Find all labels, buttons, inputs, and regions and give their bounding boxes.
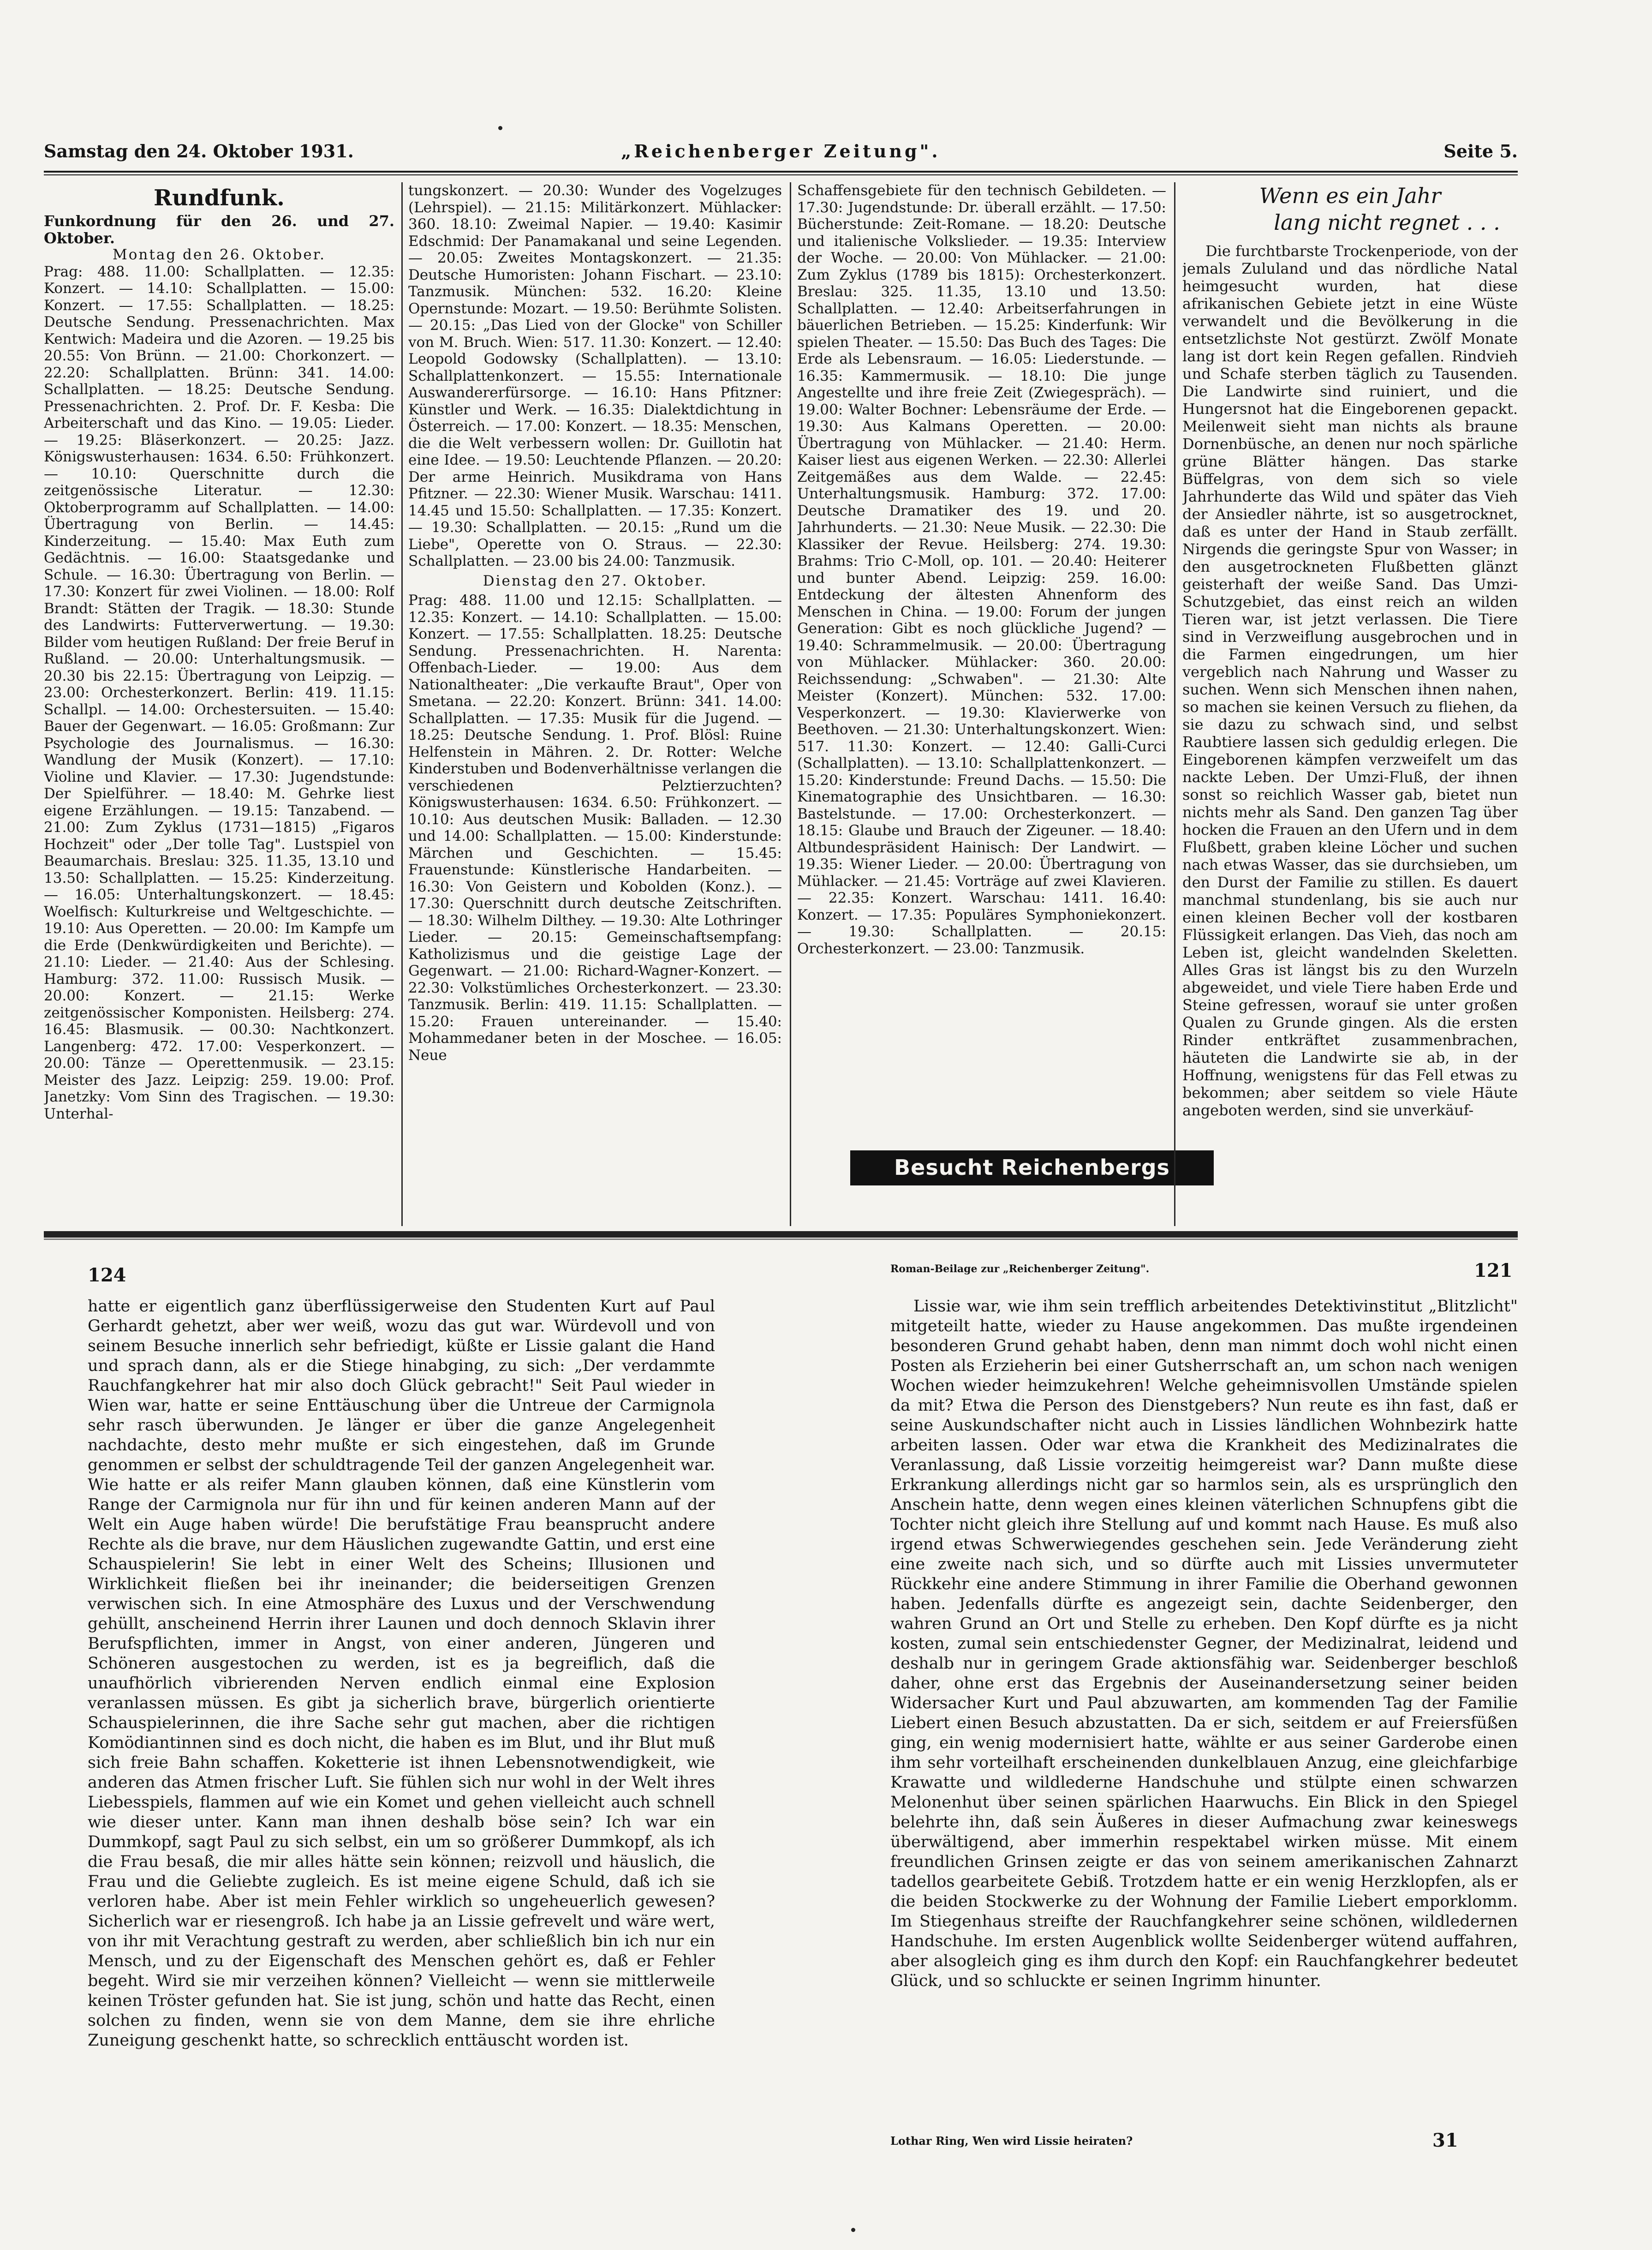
novel-footer-page: 31 — [1432, 2130, 1458, 2151]
column-divider — [401, 182, 403, 1226]
essay-column — [1182, 182, 1518, 1226]
column-divider — [1174, 182, 1175, 1226]
novel-footer-title: Lothar Ring, Wen wird Lissie heiraten? — [890, 2134, 1133, 2148]
header-date: Samstag den 24. Oktober 1931. — [44, 141, 354, 162]
header-page: Seite 5. — [1443, 141, 1518, 162]
radio-text-col3: Schaffensgebiete für den technisch Gebildeten. — 17.30: Jugendstunde: Dr. überall erzählt. — 17.50: Bücherstunde: Zeit-Romane. — 18.20: Deutsche und italienische Volkslieder. — 19.35: Interview der Woche. — 20.00: Von Mühlacker. — 21.00: Zum Zyklus (1789 bis 1815): Orchesterkonzert. Breslau: 325. 11.35, 13.10 und 13.50: Schallplatten. — 12.40: Arbeitserfahrungen in bäuerlichen Betrieben. — 15.25: Kinderfunk: Wir spielen Theater. — 15.50: Das Buch des Tages: Die Erde als Lebensraum. — 16.05: Liederstunde. — 16.35: Kammermusik. — 18.10: Die junge Angestellte und ihre freie Zeit (Zwiegespräch). — 19.00: Walter Bochner: Lebensräume der Erde. — 19.30: Aus Kalmans Operetten. — 20.00: Übertragung von Mühlacker. — 21.40: Herm. Kaiser liest aus eigenen Werken. — 22.30: Allerlei Zeitgemäßes aus dem Walde. — 22.45: Unterhaltungsmusik. Hamburg: 372. 17.00: Deutsche Dramatiker des 19. und 20. Jahrhunderts. — 21.30: Neue Musik. — 22.30: Die Klassiker der Revue. Heilsberg: 274. 19.30: Brahms: Trio C-Moll, op. 101. — 20.40: Heiterer und bunter Abend. Leipzig: 259. 16.00: Entdeckung der ältesten Ahnenform des Menschen in China. — 19.00: Forum der jungen Generation: Gibt es noch glückliche Jugend? — 19.40: Schrammelmusik. — 20.00: Übertragung von Mühlacker. Mühlacker: 360. 20.00: Reichssendung: „Schwaben". — 21.30: Alte Meister (Konzert). München: 532. 17.00: Vesperkonzert. — 19.30: Klavierwerke von Beethoven. — 21.30: Unterhaltungskonzert. Wien: 517. 11.30: Konzert. — 12.40: Galli-Curci (Schallplatten). — 13.10: Schallplattenkonzert. — 15.20: Kinderstunde: Freund Dachs. — 15.50: Die Kinematographie des Unsichtbaren. — 16.30: Bastelstunde. — 17.00: Orchesterkonzert. — 18.15: Glaube und Brauch der Zigeuner. — 18.40: Altbundespräsident Hainisch: Der Landwirt. — 19.35: Wiener Lieder. — 20.00: Übertragung von Mühlacker. — 21.45: Vorträge auf zwei Klavieren. — 22.35: Konzert. Warschau: 1411. 16.40: Konzert. — 17.35: Populäres Symphoniekonzert. — 19.30: Schallplatten. — 20.15: Orchesterkonzert. — 23.00: Tanzmusik. — [797, 182, 1166, 957]
essay-title-line-2: lang nicht regnet . . . — [1274, 210, 1500, 235]
radio-column-2 — [408, 182, 782, 1226]
radio-column-3 — [797, 182, 1166, 1137]
header-rule — [44, 171, 1518, 173]
zoo-advertisement: Besucht Reichenbergs Tiergarten! — [850, 1150, 1214, 1185]
essay-title-line-1: Wenn es ein Jahr — [1259, 183, 1441, 208]
essay-title — [1182, 182, 1518, 236]
radio-text-col1: Prag: 488. 11.00: Schallplatten. — 12.35: Konzert. — 14.10: Schallplatten. — 15.00: Konzert. — 17.55: Schallplatten. — 18.25: Deutsche Sendung. Pressenachrichten. Max Kentwich: Madeira und die Azoren. — 19.25 bis 20.55: Von Brünn. — 21.00: Chorkonzert. — 22.20: Schallplatten. Brünn: 341. 14.00: Schallplatten. — 18.25: Deutsche Sendung. Pressenachrichten. 2. Prof. Dr. F. Kesba: Die Arbeiterschaft und das Kino. — 19.05: Lieder. — 19.25: Bläserkonzert. — 20.25: Jazz. Königswusterhausen: 1634. 6.50: Frühkonzert. — 10.10: Querschnitte durch die zeitgenössische Literatur. — 12.30: Oktoberprogramm auf Schallplatten. — 14.00: Übertragung von Berlin. — 14.45: Kinderzeitung. — 15.40: Max Euth zum Gedächtnis. — 16.00: Staatsgedanke und Schule. — 16.30: Übertragung von Berlin. — 17.30: Konzert für zwei Violinen. — 18.00: Rolf Brandt: Stätten der Tragik. — 18.30: Stunde des Landwirts: Futterverwertung. — 19.30: Bilder vom heutigen Rußland: Der freie Beruf in Rußland. — 20.00: Unterhaltungsmusik. — 20.30 bis 22.15: Übertragung von Leipzig. — 23.00: Orchesterkonzert. Berlin: 419. 11.15: Schallpl. — 14.00: Orchestersuiten. — 15.40: Bauer der Gegenwart. — 16.05: Großmann: Zur Psychologie des Journalismus. — 16.30: Wandlung der Musik (Konzert). — 17.10: Violine und Klavier. — 17.30: Jugendstunde: Der Spielführer. — 18.40: M. Gehrke liest eigene Erzählungen. — 19.15: Tanzabend. — 21.00: Zum Zyklus (1731—1815) „Figaros Hochzeit" oder „Der tolle Tag". Lustspiel von Beaumarchais. Breslau: 325. 11.35, 13.10 und 13.50: Schallplatten. — 15.25: Kinderzeitung. — 16.05: Unterhaltungskonzert. — 18.45: Woelfisch: Kulturkreise und Weltgeschichte. — 19.10: Aus Operetten. — 20.00: Im Kampfe um die Erde (Denkwürdigkeiten und Berichte). — 21.10: Lieder. — 21.40: Aus der Schlesing. Hamburg: 372. 11.00: Russisch Musik. — 20.00: Konzert. — 21.15: Werke zeitgenössischer Komponisten. Heilsberg: 274. 16.45: Blasmusik. — 00.30: Nachtkonzert. Langenberg: 472. 17.00: Vesperkonzert. — 20.00: Tänze — Operettenmusik. — 23.15: Meister des Jazz. Leipzig: 259. 19.00: Prof. Janetzky: Vom Sinn des Tragischen. — 19.30: Unterhal- — [44, 263, 394, 1122]
print-mark — [498, 126, 502, 130]
radio-title: Rundfunk. — [154, 185, 285, 211]
radio-day-tuesday: Dienstag den 27. Oktober. — [483, 572, 708, 589]
supplement-label: Roman-Beilage zur „Reichenberger Zeitung". — [890, 1263, 1150, 1275]
header-rule-thin — [44, 174, 1518, 175]
radio-subtitle: Funkordnung für den 26. und 27. Oktober. — [44, 212, 394, 247]
radio-day-monday: Montag den 26. Oktober. — [113, 246, 326, 263]
header-masthead: „Reichenberger Zeitung". — [621, 141, 941, 162]
novel-left-column — [88, 1297, 715, 2123]
radio-text-col2: tungskonzert. — 20.30: Wunder des Vogelzuges (Lehrspiel). — 21.15: Militärkonzert. Mühlacker: 360. 18.10: Zweimal Napier. — 19.40: Kasimir Edschmid: Der Panamakanal und seine Legenden. — 20.05: Zweites Montagskonzert. — 21.35: Deutsche Humoristen: Johann Fischart. — 23.10: Tanzmusik. München: 532. 16.20: Kleine Opernstunde: Mozart. — 19.50: Berühmte Solisten. — 20.15: „Das Lied von der Glocke" von Schiller von M. Bruch. Wien: 517. 11.30: Konzert. — 12.40: Leopold Godowsky (Schallplatten). — 13.10: Schallplattenkonzert. — 15.55: Internationale Auswandererfürsorge. — 16.10: Hans Pfitzner: Künstler und Werk. — 16.35: Dialektdichtung in Österreich. — 17.00: Konzert. — 18.35: Menschen, die die Welt verbessern wollen: Dr. Guillotin hat eine Idee. — 19.50: Leuchtende Pflanzen. — 20.20: Der arme Heinrich. Musikdrama von Hans Pfitzner. — 22.30: Wiener Musik. Warschau: 1411. 14.45 und 15.50: Schallplatten. — 17.35: Konzert. — 19.30: Schallplatten. — 20.15: „Rund um die Liebe", Operette von O. Straus. — 22.30: Schallplatten. — 23.00 bis 24.00: Tanzmusik. — [408, 182, 782, 569]
page-number-right: 121 — [1474, 1260, 1513, 1281]
newspaper-header — [44, 141, 1518, 168]
column-divider — [790, 182, 791, 1226]
page-separator — [44, 1231, 1518, 1238]
page-separator-thin — [44, 1239, 1518, 1240]
radio-column-1 — [44, 182, 394, 1226]
radio-text-col2b: Prag: 488. 11.00 und 12.15: Schallplatten. — 12.35: Konzert. — 14.10: Schallplatten. — 15.00: Konzert. — 17.55: Schallplatten. 18.25: Deutsche Sendung. Pressenachrichten. H. Narenta: Offenbach-Lieder. — 19.00: Aus dem Nationaltheater: „Die verkaufte Braut", Oper von Smetana. — 22.20: Konzert. Brünn: 341. 14.00: Schallplatten. — 17.35: Musik für die Jugend. — 18.25: Deutsche Sendung. 1. Prof. Blösl: Ruine Helfenstein in Mähren. 2. Dr. Rotter: Welche Kinderstuben und Bodenverhältnisse verlangen die verschiedenen Pelztierzuchten? Königswusterhausen: 1634. 6.50: Frühkonzert. — 10.10: Aus deutschen Musik: Balladen. — 12.30 und 14.00: Schallplatten. — 15.00: Kinderstunde: Märchen und Geschichten. — 15.45: Frauenstunde: Künstlerische Handarbeiten. — 16.30: Von Geistern und Kobolden (Konz.). — 17.30: Querschnitt durch deutsche Zeitschriften. — 18.30: Wilhelm Dilthey. — 19.30: Alte Lothringer Lieder. — 20.15: Gemeinschaftsempfang: Katholizismus und die geistige Lage der Gegenwart. — 21.00: Richard-Wagner-Konzert. — 22.30: Volkstümliches Orchesterkonzert. — 23.30: Tanzmusik. Berlin: 419. 11.15: Schallplatten. — 15.20: Frauen untereinander. — 15.40: Mohammedaner beten in der Moschee. — 16.05: Neue — [408, 592, 782, 1064]
novel-left-text: hatte er eigentlich ganz überflüssigerweise den Studenten Kurt auf Paul Gerhardt gehetzt, aber wer weiß, wozu das gut war. Würdevoll und von seinem Besuche innerlich sehr befriedigt, küßte er Lissie galant die Hand und sprach dann, als er die Stiege hinabging, zu sich: „Der verdammte Rauchfangkehrer hat mir also doch Glück gebracht!" Seit Paul wieder in Wien war, hatte er seine Enttäuschung über die Untreue der Carmignola sehr rasch überwunden. Je länger er über die ganze Angelegenheit nachdachte, desto mehr mußte er sich eingestehen, daß im Grunde genommen er selbst der schuldtragende Teil der ganzen Angelegenheit war. Wie hatte er als reifer Mann glauben können, daß eine Künstlerin vom Range der Carmignola nur für ihn und für keinen anderen Mann auf der Welt ein Auge haben würde! Die berufstätige Frau beansprucht andere Rechte als die brave, nur dem Häuslichen zugewandte Gattin, und erst eine Schauspielerin! Sie lebt in einer Welt des Scheins; Illusionen und Wirklichkeit fließen bei ihr ineinander; die beiderseitigen Grenzen verwischen sich. In eine Atmosphäre des Luxus und der Verschwendung gehüllt, anscheinend Herrin ihrer Launen und doch dennoch Sklavin ihrer Berufspflichten, immer in Angst, von einer anderen, Jüngeren und Schöneren ausgestochen zu werden, ist es ja begreiflich, daß die unaufhörlich vibrierenden Nerven endlich einmal eine Explosion veranlassen müssen. Es gibt ja sicherlich brave, bürgerlich orientierte Schauspielerinnen, die ihre Sache sehr gut machen, aber die richtigen Komödiantinnen sind es doch nicht, die haben es im Blut, und ihr Blut muß sich freie Bahn schaffen. Koketterie ist ihnen Lebensnotwendigkeit, wie anderen das Atmen frischer Luft. Sie fühlen sich nur wohl in der Welt ihres Liebesspiels, flammen auf wie ein Komet und gehen vielleicht auch schnell wie dieser unter. Kann man ihnen deshalb böse sein? Ich war ein Dummkopf, sagt Paul zu sich selbst, ein um so größerer Dummkopf, als ich die Frau besaß, die mir alles hätte sein können; reizvoll und häuslich, die Frau und die Geliebte zugleich. Es ist meine eigene Schuld, daß ich sie verloren habe. Aber ist mein Fehler wirklich so ungeheuerlich gewesen? Sicherlich war er riesengroß. Ich habe ja an Lissie gefrevelt und wäre wert, von ihr mit Verachtung gestraft zu werden, aber schließlich bin ich nur ein Mensch, und zu der Eigenschaft des Menschen gehört es, daß er Fehler begeht. Wird sie mir verzeihen können? Vielleicht — wenn sie mittlerweile keinen Tröster gefunden hat. Sie ist jung, schön und hatte das Recht, einen solchen zu finden, wenn sie von dem Manne, dem sie ihre ehrliche Zuneigung geschenkt hatte, so schrecklich enttäuscht worden ist. — [88, 1297, 715, 2050]
novel-right-text: Lissie war, wie ihm sein trefflich arbeitendes Detektivinstitut „Blitzlicht" mitgeteilt hatte, wieder zu Hause angekommen. Das mußte irgendeinen besonderen Grund gehabt haben, denn man nimmt doch wohl nicht einen Posten als Erzieherin bei einer Gutsherrschaft an, um schon nach wenigen Wochen wieder heimzukehren! Welche geheimnisvollen Umstände spielen da mit? Etwa die Person des Dienstgebers? Nun reute es ihn fast, daß er seine Auskundschafter nicht auch in Lissies ländlichen Wohnbezirk hatte arbeiten lassen. Oder war etwa die Krankheit des Medizinalrates die Veranlassung, daß Lissie vorzeitig heimgereist war? Dann mußte diese Erkrankung allerdings nicht gar so harmlos sein, als es ursprünglich den Anschein hatte, denn wegen eines kleinen väterlichen Schnupfens gibt die Tochter nicht gleich ihre Stellung auf und kommt nach Hause. Es muß also irgend etwas Schwerwiegendes geschehen sein. Jede Veränderung zieht eine zweite nach sich, und so dürfte auch mit Lissies unvermuteter Rückkehr eine andere Stimmung in ihrer Familie die Oberhand gewonnen haben. Jedenfalls dürfte es angezeigt sein, dachte Seidenberger, den wahren Grund an Ort und Stelle zu erheben. Den Kopf dürfte es ja nicht kosten, zumal sein entschiedenster Gegner, der Medizinalrat, leidend und deshalb nur in geringem Grade aktionsfähig war. Seidenberger beschloß daher, ohne erst das Ergebnis der Auseinandersetzung seiner beiden Widersacher Kurt und Paul abzuwarten, am kommenden Tag der Familie Liebert einen Besuch abzustatten. Da er sich, seitdem er auf Freiersfüßen ging, ein wenig modernisiert hatte, wählte er aus seiner Garderobe einen ihm sehr vorteilhaft erscheinenden dunkelblauen Anzug, eine gleichfarbige Krawatte und wildlederne Handschuhe und stülpte einen schwarzen Melonenhut über seinen spärlichen Haarwuchs. Ein Blick in den Spiegel belehrte ihn, daß sein Äußeres in dieser Aufmachung zwar keineswegs überwältigend, aber immerhin respektabel wirken müsse. Mit einem freundlichen Grinsen zeigte er das von seinem amerikanischen Zahnarzt tadellos gearbeitete Gebiß. Trotzdem hatte er ein wenig Herzklopfen, als er die beiden Stockwerke zu der Wohnung der Familie Liebert emporklomm. Im Stiegenhaus streifte der Rauchfangkehrer seine schönen, wildledernen Handschuhe. Im ersten Augenblick wollte Seidenberger wütend auffahren, aber alsogleich ging es ihm durch den Kopf: ein Rauchfangkehrer bedeutet Glück, und so schluckte er seinen Ingrimm hinunter. — [890, 1297, 1518, 1990]
essay-text: Die furchtbarste Trockenperiode, von der jemals Zululand und das nördliche Natal heimgesucht wurden, hat diese afrikanischen Gebiete jetzt in eine Wüste verwandelt und die Bevölkerung in die entsetzlichste Not gestürzt. Zwölf Monate lang ist dort kein Regen gefallen. Rindvieh und Schafe sterben täglich zu Tausenden. Die Landwirte sind ruiniert, und die Hungersnot hat die Eingeborenen gepackt. Meilenweit sieht man nichts als braune Dornenbüsche, an denen nur noch spärliche grüne Blätter hängen. Das starke Büffelgras, von dem sich so viele Jahrhunderte das Wild und später das Vieh der Ansiedler nährte, ist so ausgetrocknet, daß es unter der Hand in Staub zerfällt. Nirgends die geringste Spur von Wasser; in den ausgetrockneten Flußbetten glänzt geisterhaft der weiße Sand. Das Umzi-Schutzgebiet, das einst reich an wilden Tieren war, ist jetzt verlassen. Die Tiere sind in Verzweiflung ausgebrochen und in die Farmen eingedrungen, um hier vergeblich nach Nahrung und Wasser zu suchen. Wenn sich Menschen ihnen nahen, so machen sie keinen Versuch zu fliehen, da sie dazu zu schwach sind, und selbst Raubtiere lassen sich geduldig erlegen. Die Eingeborenen kämpfen verzweifelt um das nackte Leben. Der Umzi-Fluß, der ihnen sonst so reichlich Wasser gab, bietet nun nichts mehr als Sand. Den ganzen Tag über hocken die Frauen an den Ufern und in dem Flußbett, graben kleine Löcher und suchen nach etwas Wasser, das sie durchsieben, um den Durst der Familie zu stillen. Es dauert manchmal stundenlang, bis sie auch nur einen kleinen Becher voll der kostbaren Flüssigkeit erlangen. Das Vieh, das noch am Leben ist, gleicht wandelnden Skeletten. Alles Gras ist längst bis zu den Wurzeln abgeweidet, und viele Tiere haben Erde und Steine gefressen, worauf sie unter großen Qualen zu Grunde gingen. Als die ersten Rinder entkräftet zusammenbrachen, häuteten die Landwirte sie ab, in der Hoffnung, wenigstens für das Fell etwas zu bekommen; aber seitdem so viele Häute angeboten werden, sind sie unverkäuf- — [1182, 242, 1518, 1119]
print-mark — [851, 2228, 855, 2232]
novel-right-column — [890, 1297, 1518, 2104]
page-number-left: 124 — [88, 1264, 126, 1286]
